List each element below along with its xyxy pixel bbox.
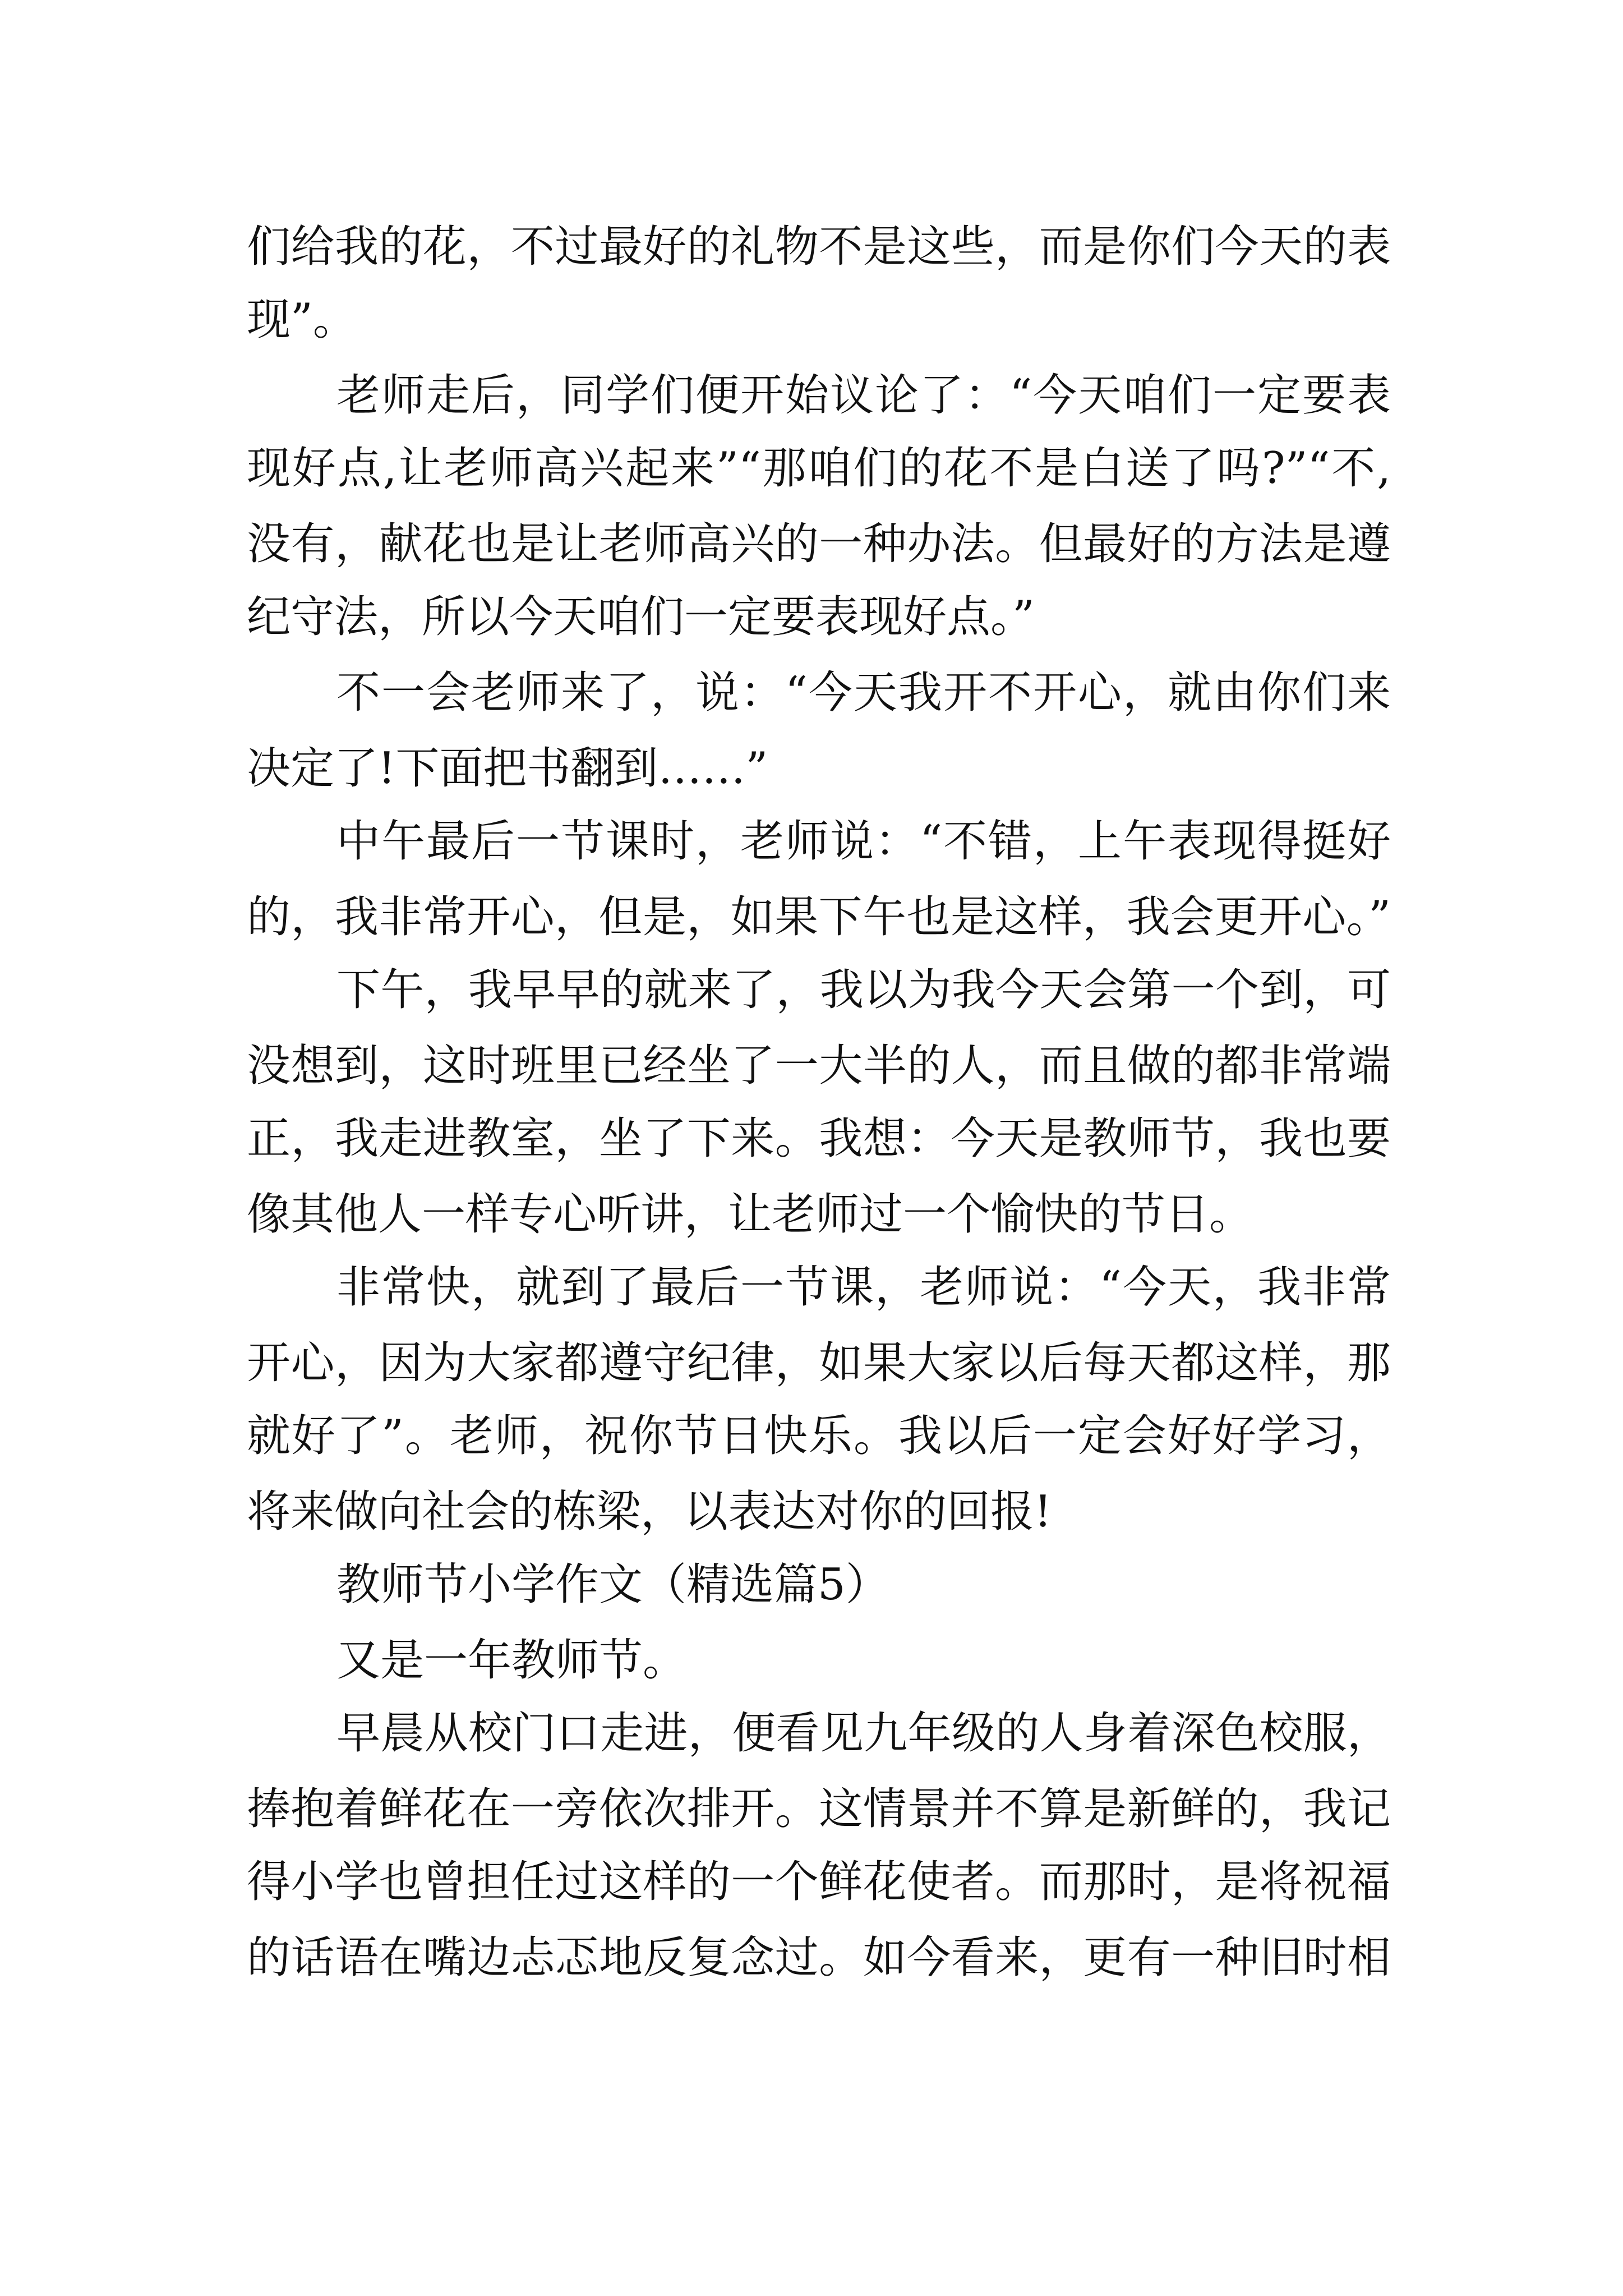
text-line: 现好点,让老师高兴起来”“那咱们的花不是白送了吗?”“不, <box>247 443 1391 494</box>
text-line: 的话语在嘴边忐忑地反复念过。如今看来，更有一种旧时相 <box>247 1932 1391 1983</box>
text-line: 现”。 <box>247 295 357 345</box>
text-line: 开心，因为大家都遵守纪律，如果大家以后每天都这样，那 <box>247 1338 1391 1388</box>
text-line: 捧抱着鲜花在一旁依次排开。这情景并不算是新鲜的，我记 <box>247 1784 1391 1834</box>
paragraph-start-line: 中午最后一节课时，老师说：“不错，上午表现得挺好 <box>336 816 1391 867</box>
paragraph-start-line: 早晨从校门口走进，便看见九年级的人身着深色校服， <box>336 1708 1391 1759</box>
paragraph-start-line: 非常快，就到了最后一节课，老师说：“今天，我非常 <box>336 1262 1391 1313</box>
section-heading: 教师节小学作文（精选篇5） <box>336 1559 889 1610</box>
text-line: 像其他人一样专心听讲，让老师过一个愉快的节日。 <box>247 1189 1253 1240</box>
paragraph-start-line: 不一会老师来了，说：“今天我开不开心，就由你们来 <box>336 668 1391 718</box>
paragraph-start-line: 又是一年教师节。 <box>336 1635 687 1686</box>
text-line: 正，我走进教室，坐了下来。我想：今天是教师节，我也要 <box>247 1114 1391 1164</box>
text-line: 将来做向社会的栋梁，以表达对你的回报! <box>247 1487 1052 1537</box>
text-line: 们给我的花，不过最好的礼物不是这些，而是你们今天的表 <box>247 222 1391 272</box>
text-line: 纪守法，所以今天咱们一定要表现好点。” <box>247 592 1035 642</box>
text-line: 没想到，这时班里已经坐了一大半的人，而且做的都非常端 <box>247 1041 1391 1091</box>
paragraph-start-line: 老师走后，同学们便开始议论了：“今天咱们一定要表 <box>336 370 1391 421</box>
text-line: 就好了”。老师，祝你节日快乐。我以后一定会好好学习， <box>247 1411 1391 1461</box>
text-line: 的，我非常开心，但是，如果下午也是这样，我会更开心。” <box>247 892 1391 942</box>
text-line: 决定了!下面把书翻到……” <box>247 743 768 794</box>
text-line: 没有，献花也是让老师高兴的一种办法。但最好的方法是遵 <box>247 519 1391 569</box>
paragraph-start-line: 下午，我早早的就来了，我以为我今天会第一个到，可 <box>336 965 1391 1015</box>
text-line: 得小学也曾担任过这样的一个鲜花使者。而那时，是将祝福 <box>247 1857 1391 1907</box>
